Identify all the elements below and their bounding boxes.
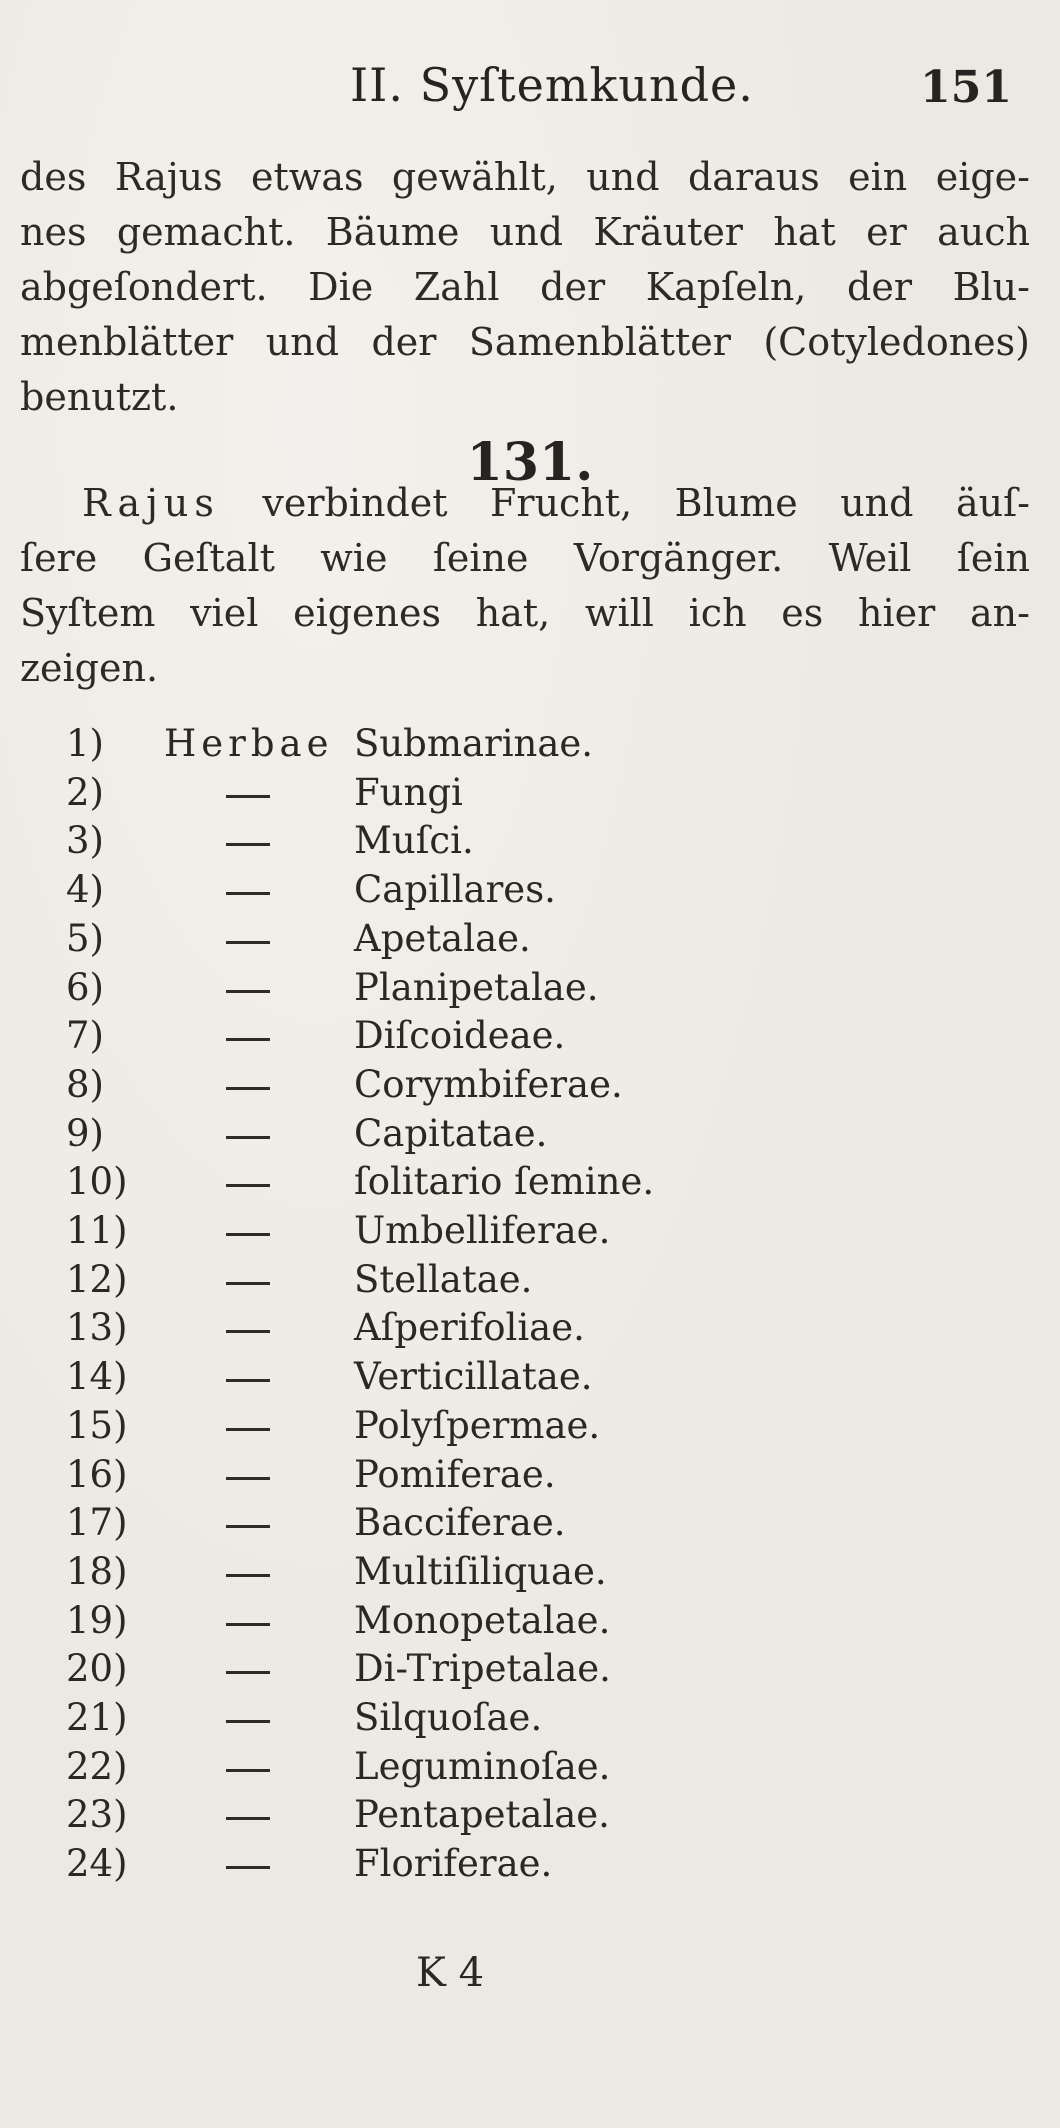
item-number: 14) <box>66 1355 128 1399</box>
section-number: 131. <box>466 432 594 493</box>
item-number: 20) <box>66 1647 128 1691</box>
ditto-dash <box>226 1623 270 1626</box>
list-item <box>0 1014 1060 1062</box>
class-name: Muſci. <box>354 819 474 863</box>
list-item <box>0 1842 1060 1890</box>
ditto-dash <box>226 1330 270 1333</box>
item-number: 17) <box>66 1501 128 1545</box>
ditto-dash <box>226 1866 270 1869</box>
list-item <box>0 1696 1060 1744</box>
ditto-dash <box>226 1817 270 1820</box>
herbae-label: Herbae <box>164 722 334 765</box>
list-item <box>0 1355 1060 1403</box>
item-number: 13) <box>66 1306 128 1350</box>
ditto-dash <box>226 1428 270 1431</box>
item-number: 24) <box>66 1842 128 1886</box>
list-item <box>0 1209 1060 1257</box>
ditto-dash <box>226 1769 270 1772</box>
list-item <box>0 771 1060 819</box>
signature-text: K 4 <box>415 1950 485 1996</box>
item-number: 21) <box>66 1696 128 1739</box>
ditto-dash <box>226 990 270 993</box>
text-line: menblätter und der Samenblätter (Cotyledones) <box>20 320 1030 364</box>
class-name: Verticillatae. <box>354 1355 593 1399</box>
item-number: 8) <box>66 1062 104 1106</box>
ditto-dash <box>226 1087 270 1090</box>
list-item <box>0 917 1060 965</box>
item-number: 2) <box>66 770 104 814</box>
class-name: Floriferae. <box>354 1842 553 1886</box>
class-name: Aſperifoliae. <box>354 1306 585 1350</box>
list-item <box>0 1793 1060 1841</box>
item-number: 16) <box>66 1452 128 1496</box>
list-item <box>0 722 1060 770</box>
list-item <box>0 1063 1060 1111</box>
list-item <box>0 1501 1060 1549</box>
class-name: Leguminoſae. <box>354 1744 611 1788</box>
class-name: Corymbiferae. <box>354 1062 623 1106</box>
text-line: des Rajus etwas gewählt, und daraus ein eige- <box>20 155 1030 199</box>
list-item <box>0 1306 1060 1354</box>
class-name: Stellatae. <box>354 1257 533 1301</box>
class-name: Capillares. <box>354 868 556 912</box>
class-name: Planipetalae. <box>354 965 599 1009</box>
ditto-dash <box>226 1282 270 1285</box>
item-number: 10) <box>66 1160 128 1204</box>
list-item <box>0 1453 1060 1501</box>
class-name: Submarinae. <box>354 722 594 765</box>
ditto-dash <box>226 1477 270 1480</box>
item-number: 19) <box>66 1598 128 1642</box>
signature-mark <box>0 1950 1060 1996</box>
class-name: Bacciferae. <box>354 1501 566 1545</box>
paragraph-2 <box>20 476 1030 696</box>
item-number: 3) <box>66 819 104 863</box>
list-item <box>0 1160 1060 1208</box>
class-name: Capitatae. <box>354 1111 548 1155</box>
item-number: 11) <box>66 1209 128 1252</box>
chapter-title: II. Syſtemkunde. <box>350 58 754 112</box>
item-number: 22) <box>66 1744 128 1788</box>
class-name: ſolitario ſemine. <box>354 1160 655 1204</box>
item-number: 12) <box>66 1257 128 1301</box>
text-line: zeigen. <box>20 646 159 690</box>
item-number: 18) <box>66 1549 128 1593</box>
class-name: Silquoſae. <box>354 1696 543 1739</box>
class-name: Fungi <box>354 770 463 814</box>
class-name: Apetalae. <box>354 916 531 960</box>
ditto-dash <box>226 795 270 798</box>
list-item <box>0 1745 1060 1793</box>
item-number: 15) <box>66 1403 128 1447</box>
ditto-dash <box>226 941 270 944</box>
text-line <box>20 476 1030 531</box>
ditto-dash <box>226 1233 270 1236</box>
ditto-dash <box>226 892 270 895</box>
class-name: Polyſpermae. <box>354 1403 601 1447</box>
text-line: benutzt. <box>20 375 179 419</box>
ditto-dash <box>226 1136 270 1139</box>
list-item <box>0 1258 1060 1306</box>
paragraph-1 <box>20 150 1030 425</box>
ditto-dash <box>226 843 270 846</box>
list-item <box>0 1404 1060 1452</box>
text-line: Syſtem viel eigenes hat, will ich es hier an- <box>20 591 1030 635</box>
text-line: nes gemacht. Bäume und Kräuter hat er auch <box>20 210 1030 254</box>
class-name: Pomiferae. <box>354 1452 556 1496</box>
list-item <box>0 1112 1060 1160</box>
class-name: Multiſiliquae. <box>354 1549 607 1593</box>
author-name: Rajus <box>82 481 220 525</box>
item-number: 6) <box>66 965 104 1009</box>
list-item <box>0 1647 1060 1695</box>
item-number: 7) <box>66 1014 104 1058</box>
class-name: Pentapetalae. <box>354 1793 610 1837</box>
list-item <box>0 1599 1060 1647</box>
page-number: 151 <box>920 62 1012 113</box>
text-fragment: verbindet Frucht, Blume und äuſ- <box>219 481 1030 525</box>
list-item <box>0 819 1060 867</box>
text-line: abgeſondert. Die Zahl der Kapſeln, der Blu- <box>20 265 1030 309</box>
list-item <box>0 868 1060 916</box>
list-item <box>0 1550 1060 1598</box>
ditto-dash <box>226 1038 270 1041</box>
class-name: Umbelliferae. <box>354 1209 611 1252</box>
item-number: 1) <box>66 722 104 765</box>
class-name: Diſcoideae. <box>354 1014 566 1058</box>
class-name: Di-Tripetalae. <box>354 1647 611 1691</box>
ditto-dash <box>226 1525 270 1528</box>
ditto-dash <box>226 1720 270 1723</box>
ditto-dash <box>226 1574 270 1577</box>
ditto-dash <box>226 1671 270 1674</box>
item-number: 5) <box>66 916 104 960</box>
text-line: ſere Geſtalt wie ſeine Vorgänger. Weil ſein <box>20 536 1030 580</box>
list-item <box>0 966 1060 1014</box>
class-name: Monopetalae. <box>354 1598 611 1642</box>
item-number: 23) <box>66 1793 128 1837</box>
ditto-dash <box>226 1379 270 1382</box>
item-number: 4) <box>66 868 104 912</box>
item-number: 9) <box>66 1111 104 1155</box>
running-header <box>0 58 1060 118</box>
ditto-dash <box>226 1184 270 1187</box>
